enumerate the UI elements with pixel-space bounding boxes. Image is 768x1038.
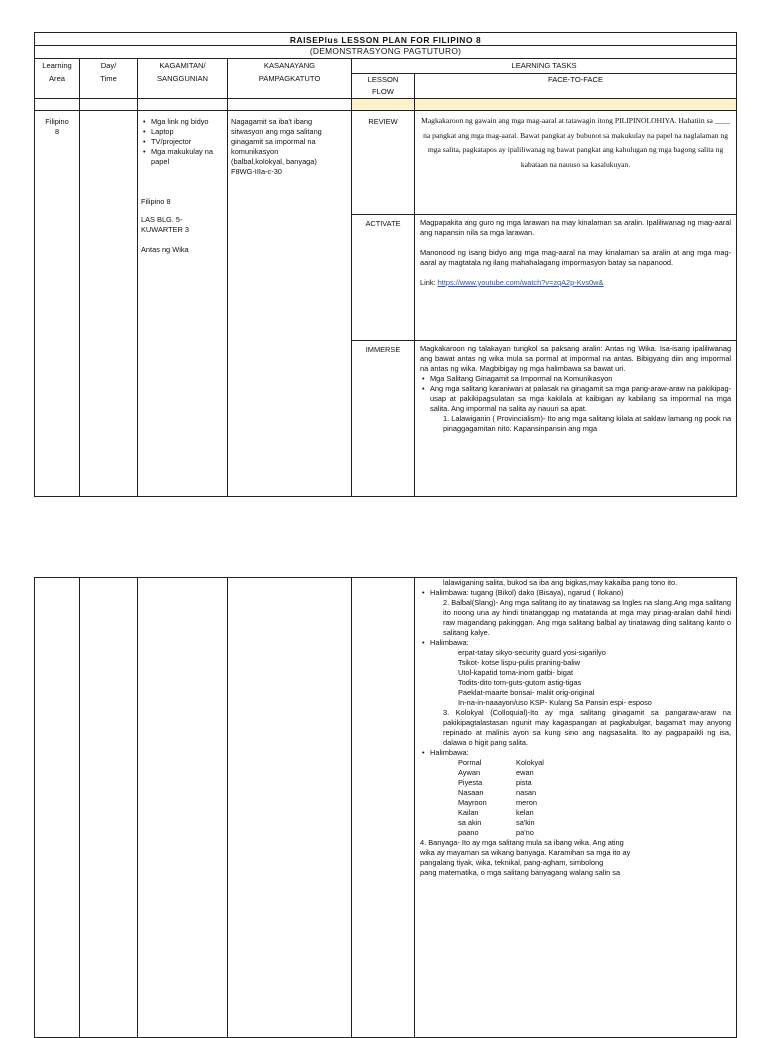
header-lesson-flow: LESSON FLOW: [352, 74, 415, 99]
lesson-plan-subtitle: (DEMONSTRASYONG PAGTUTURO): [35, 46, 737, 59]
list-item: • Mga Salitang Ginagamit sa Impormal na Komunikasyon: [420, 374, 731, 384]
list-item: • Halimbawa: tugang (Bikol) dako (Bisaya), ngarud ( Ilokano): [420, 588, 731, 598]
day-time-cell: [80, 111, 138, 497]
list-item: • Halimbawa:: [420, 748, 731, 758]
header-learning-area: Learning Area: [35, 59, 80, 99]
flow-review-label: REVIEW: [352, 111, 415, 215]
materials-cell: • Mga link ng bidyo • Laptop • TV/projector • Mga makukulay na papel Filipino 8 LAS BLG. 5- KUWARTER 3 Antas ng Wika: [138, 111, 228, 497]
header-day-time: Day/ Time: [80, 59, 138, 99]
competency-cell: Nagagamit sa iba't ibang sitwasyon ang mga salitang ginagamit sa impormal na komunikasyon (balbal,kolokyal, banyaga) F8WG-IIIa-c-30: [228, 111, 352, 497]
list-item: • Mga makukulay na papel: [141, 147, 224, 167]
list-item: • TV/projector: [141, 137, 224, 147]
review-content: Magkakaroon ng gawain ang mga mag-aaral at tatawagin itong PILIPINOLOHIYA. Hahatiin sa ____ na pangkat ang mga mag-aaral. Bawat pangkat ay bubunot sa makukulay na papel na naglalaman ng mga salita, pagkatapos ay ipaliliwanag ng bawat pangkat ang kahulugan ng mga bagong salita ng kabataan na nauuso sa kasalukuyan.: [415, 111, 737, 215]
materials-book: Filipino 8: [141, 197, 171, 206]
list-item: • Ang mga salitang karaniwan at palasak na ginagamit sa mga pang-araw-araw na pakikipag-usap at pakikipagsulatan sa mga kakilala at kaibigan ay kabilang sa impormal na mga salita. Ang impormal na salita ay nauuri sa apat.: [420, 384, 731, 414]
list-item: • Halimbawa:: [420, 638, 731, 648]
lesson-flow-cell: [352, 578, 415, 1038]
banyaga-text: 4. Banyaga- Ito ay mga salitang mula sa ibang wika. Ang ating wika ay mayaman sa wikang banyaga. Karamihan sa mga ito ay pangalang tiyak, wika, teknikal, pang-agham, simbolong pang matematika, o mga salitang banyagang walang salin sa: [420, 838, 631, 877]
immerse-content: Magkakaroon ng talakayan tungkol sa paksang aralin: Antas ng Wika. Isa-isang ipaliliwanag ang bawat antas ng wika mula sa pormal at impormal na antas. Bibigyang diin ang impormal na antas ng wika. Magbibigay ng mga halimbawa sa bawat uri. • Mga Salitang Ginagamit sa Impormal na Komunikasyon • Ang mga salitang karaniwan at palasak na ginagamit sa mga pang-araw-araw na pakikipag-usap at pakikipagsulatan sa mga kakilala at kaibigan ay kabilang sa impormal na mga salita. Ang impormal na salita ay nauuri sa apat. 1. Lalawiganin ( Provincialism)- Ito ang mga salitang kilala at saklaw lamang ng pook na pinaggagamitan nito. Kapansinpansin ang mga: [415, 341, 737, 497]
flow-activate-label: ACTIVATE: [352, 215, 415, 341]
immerse-content-continued: lalawiganing salita, bukod sa iba ang bigkas,may kakaiba pang tono ito. • Halimbawa: tugang (Bikol) dako (Bisaya), ngarud ( Ilokano) 2. Balbal(Slang)- Ang mga salitang ito ay tinatawag sa Ingles na slang.Ang mga salitang ito noong una ay hindi tinatanggap ng matatanda at mga may pinag-aralan dahil hindi raw magandang pakinggan. Ang mga salitang balbal ay tinatawag ding salitang kanto o salitang kalye. • Halimbawa: erpat-tatay sikyo-security guard yosi-sigarilyo Tsikot- kotse lispu-pulis praning-baliw Utol-kapatid toma-inom gatbi- bigat Todits-dito tom-guts-gutom astig-tigas Paeklat-maarte bonsai- maliit orig-original In-na-in-naaayon/uso KSP- Kulang Sa Pansin espi- esposo 3. Kolokyal (Colloquial)-Ito ay mga salitang ginagamit sa pangaraw-araw na pakikipagtalastasan ngunit may kagaspangan at pagkabulgar, bagama't may anyong repinado at malinis ayon sa kung sino ang nagsasalita. Ito ay pagpapaikli ng isa, dalawa o higit pang salita. • Halimbawa: Pormal Kolokyal Aywan ewan Piyesta pista Nasaan nasan Mayroon meron Kailan kelan sa akin sa'kin paano pa'no 4. Banyaga- Ito ay mga salitang mula sa ibang wika. Ang ating wika ay mayaman sa wikang banyaga. Karamihan sa mga ito ay pangalang tiyak, wika, teknikal, pang-agham, simbolong pang matematika, o mga salitang banyagang walang salin sa: [415, 578, 737, 1038]
learning-area-cell: Filipino 8: [35, 111, 80, 497]
header-kagamitan: KAGAMITAN/ SANGGUNIAN: [138, 59, 228, 99]
highlight-cell: [415, 99, 737, 111]
header-kasanayang: KASANAYANG PAMPAGKATUTO: [228, 59, 352, 99]
list-item: • Laptop: [141, 127, 224, 137]
flow-immerse-label: IMMERSE: [352, 341, 415, 497]
activate-content: Magpapakita ang guro ng mga larawan na may kinalaman sa aralin. Ipaliliwanag ng mag-aaral ang napansin nila sa mga larawan. Manonood ng isang bidyo ang mga mag-aaral na may kinalaman sa aralin at ang mga mag-aaral ay magtatala ng ilang mahahalagang impormasyon batay sa napanood. Link: https://www.youtube.com/watch?v=zqA2p-Kvs0w&: [415, 215, 737, 341]
materials-list: [141, 117, 224, 167]
lesson-plan-title: RAISEPlus LESSON PLAN FOR FILIPINO 8: [35, 33, 737, 46]
competency-cell: [228, 578, 352, 1038]
header-face-to-face: FACE-TO-FACE: [415, 74, 737, 99]
materials-cell: [138, 578, 228, 1038]
competency-code: F8WG-IIIa-c-30: [231, 167, 282, 176]
materials-topic: Antas ng Wika: [141, 245, 189, 254]
highlight-cell: [352, 99, 415, 111]
list-item: • Mga link ng bidyo: [141, 117, 224, 127]
lesson-plan-table-page2: [34, 577, 737, 1038]
lesson-plan-table-page1: [34, 32, 737, 497]
learning-area-cell: [35, 578, 80, 1038]
day-time-cell: [80, 578, 138, 1038]
header-learning-tasks: LEARNING TASKS: [352, 59, 737, 74]
pormal-kolokyal-table: Pormal Kolokyal Aywan ewan Piyesta pista Nasaan nasan Mayroon meron Kailan kelan sa akin sa'kin paano pa'no: [458, 758, 544, 837]
balbal-examples: erpat-tatay sikyo-security guard yosi-sigarilyo Tsikot- kotse lispu-pulis praning-baliw Utol-kapatid toma-inom gatbi- bigat Todits-dito tom-guts-gutom astig-tigas Paeklat-maarte bonsai- maliit orig-original In-na-in-naaayon/uso KSP- Kulang Sa Pansin espi- esposo: [458, 648, 652, 707]
video-link[interactable]: https://www.youtube.com/watch?v=zqA2p-Kvs0w&: [437, 278, 604, 287]
